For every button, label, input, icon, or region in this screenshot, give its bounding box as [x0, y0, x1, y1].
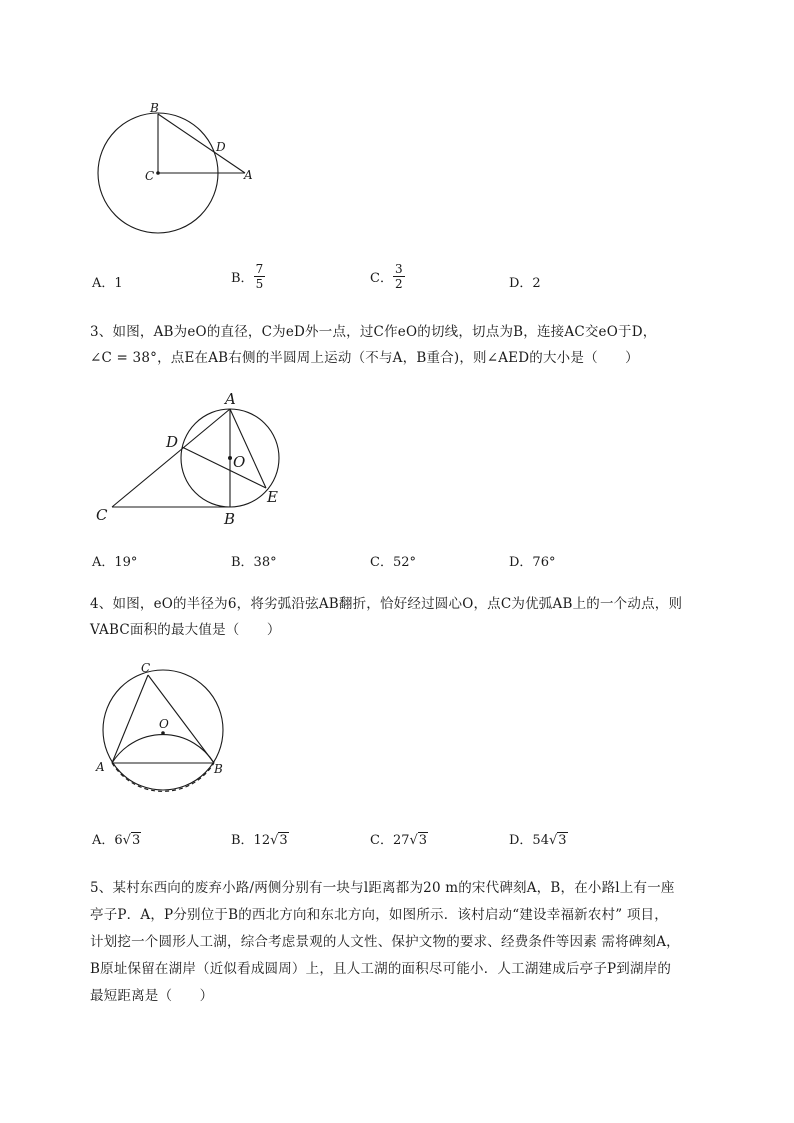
q2-option-b-fraction	[254, 262, 266, 291]
q2-label-a: A	[244, 168, 253, 182]
q4-option-b-sqrt: √	[270, 833, 279, 848]
q4-option-b[interactable]	[231, 829, 289, 848]
q2-point-c	[156, 171, 160, 175]
q3-figure	[90, 385, 300, 530]
q4-option-a-sqrt: √	[122, 833, 131, 848]
q4-option-a[interactable]	[92, 829, 141, 848]
q5-text-line4: B原址保留在湖岸（近似看成圆周）上，且人工湖的面积尽可能小．人工湖建成后亭子P到湖岸的	[90, 961, 672, 977]
q3-option-d[interactable]: D．76°	[509, 555, 556, 570]
q4-folded-arc	[112, 735, 214, 763]
q3-option-b[interactable]: B．38°	[231, 555, 277, 570]
q3-segment-ca	[112, 409, 230, 507]
q4-segment-cb	[148, 675, 214, 763]
q4-label-o: O	[159, 717, 169, 731]
q4-option-b-prefix: B．12	[231, 833, 271, 848]
q3-option-a[interactable]: A．19°	[92, 555, 138, 570]
q3-label-e: E	[267, 488, 278, 506]
q5-text-line2: 亭子P．A，P分别位于B的西北方向和东北方向，如图所示．该村启动“建设幸福新农村” 项目，	[90, 907, 668, 923]
q2-option-b[interactable]	[231, 262, 265, 291]
q2-option-c-prefix: C．	[370, 271, 393, 286]
q4-option-c-prefix: C．27	[370, 833, 410, 848]
q4-option-a-prefix: A．6	[92, 833, 123, 848]
q5-text-line5: 最短距离是（ ）	[90, 988, 214, 1004]
q3-label-o: O	[233, 453, 246, 471]
q3-text-line2: ∠C = 38°，点E在AB右侧的半圆周上运动（不与A，B重合)，则∠AED的大小是（ ）	[90, 350, 639, 366]
q4-option-b-radicand: 3	[279, 833, 288, 848]
q3-point-o	[228, 456, 232, 460]
q4-option-d-radicand: 3	[558, 833, 567, 848]
q3-segment-de	[182, 447, 266, 488]
q4-segment-ca	[112, 675, 148, 763]
q4-point-o	[161, 731, 165, 735]
q2-figure	[90, 96, 270, 241]
q4-minor-arc-dashed	[112, 763, 214, 791]
q3-label-b: B	[224, 510, 236, 528]
q4-option-d[interactable]	[509, 829, 568, 848]
q3-segment-ae	[230, 409, 266, 488]
q2-option-d[interactable]: D．2	[509, 276, 541, 291]
q2-label-b: B	[150, 101, 159, 115]
q4-option-c[interactable]	[370, 829, 428, 848]
q2-option-c-fraction	[393, 262, 405, 291]
q4-label-c: C	[141, 661, 151, 675]
q4-text-line2: VABC面积的最大值是（ ）	[90, 622, 281, 638]
q4-option-c-sqrt: √	[409, 833, 418, 848]
q2-label-d: D	[216, 140, 226, 154]
q2-option-c[interactable]	[370, 262, 405, 291]
q2-option-b-denominator: 5	[255, 277, 264, 291]
q4-text-line1: 4、如图，eO的半径为6，将劣弧沿弦AB翻折，恰好经过圆心O，点C为优弧AB上的一个动点，则	[90, 596, 683, 612]
q4-option-a-radicand: 3	[131, 833, 141, 848]
q4-option-c-radicand: 3	[418, 833, 428, 848]
q3-label-a: A	[225, 390, 236, 408]
q3-label-d: D	[166, 433, 179, 451]
q4-label-a: A	[96, 760, 105, 774]
q4-figure	[90, 655, 240, 800]
q3-option-c[interactable]: C．52°	[370, 555, 416, 570]
q2-label-c: C	[145, 169, 155, 183]
q2-segment-ba	[158, 114, 245, 173]
q4-option-d-prefix: D．54	[509, 833, 549, 848]
q3-label-c: C	[96, 506, 108, 524]
q2-option-b-prefix: B．	[231, 271, 254, 286]
q4-label-b: B	[214, 762, 223, 776]
q3-text-line1: 3、如图，AB为eO的直径，C为eD外一点，过C作eO的切线，切点为B，连接AC交eO于D，	[90, 324, 657, 340]
q2-option-b-numerator: 7	[255, 262, 264, 276]
q2-option-c-numerator: 3	[394, 262, 403, 276]
q2-option-a[interactable]: A．1	[92, 276, 123, 291]
q4-option-d-sqrt: √	[548, 833, 558, 848]
q5-text-line3: 计划挖一个圆形人工湖，综合考虑景观的人文性、保护文物的要求、经费条件等因素 需将碑刻A，	[90, 934, 680, 950]
q5-text-line1: 5、某村东西向的废弃小路/两侧分别有一块与l距离都为20 m的宋代碑刻A，B，在小路l上有一座	[90, 880, 675, 896]
q2-option-c-denominator: 2	[394, 277, 403, 291]
